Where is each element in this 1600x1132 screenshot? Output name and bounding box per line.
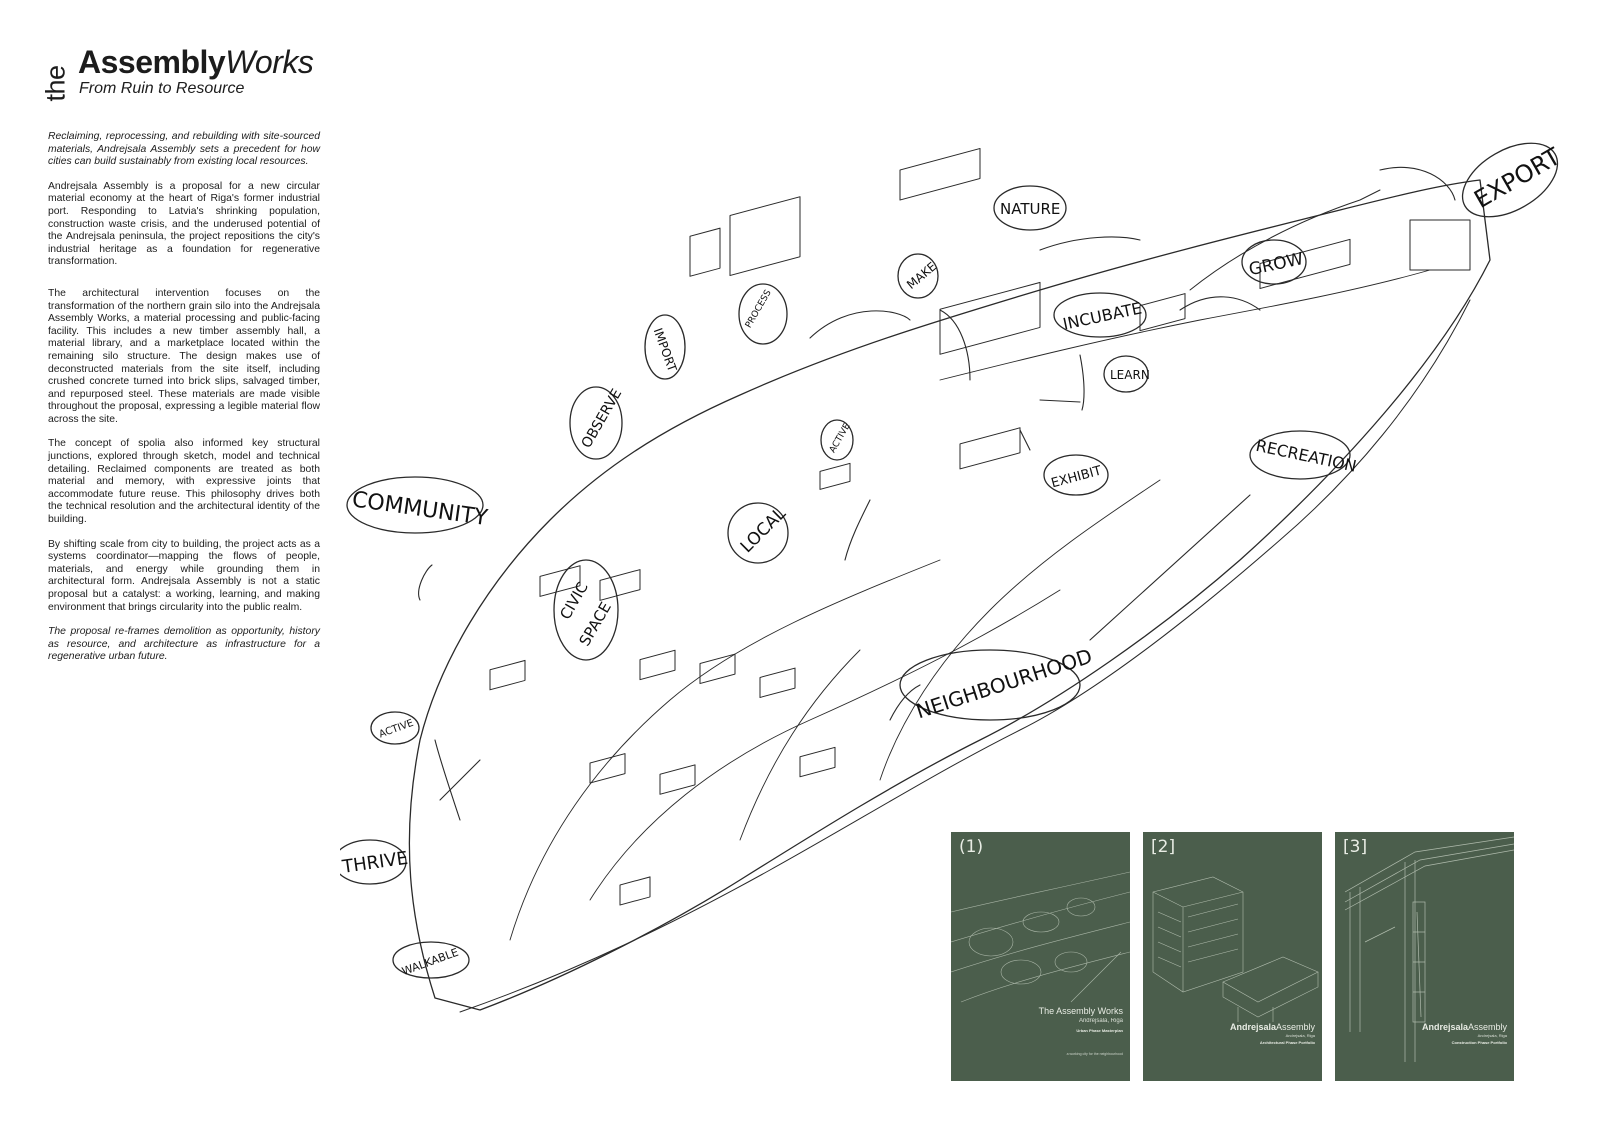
- label-walkable: WALKABLE: [400, 945, 461, 979]
- paragraph-1: Andrejsala Assembly is a proposal for a new circular material economy at the heart of Riga's former industrial port. Responding to Latvia's shrinking population, construction waste crisis, and the underused potential of the Andrejsala peninsula, the project repositions the city's industrial heritage as a foundation for regenerative transformation.: [48, 180, 320, 268]
- label-export: EXPORT: [1469, 142, 1566, 214]
- paragraph-2: The architectural intervention focuses on the transformation of the northern grain silo into the Andrejsala Assembly Works, a material processing and public-facing facility. This includes a new timber assembly hall, a material library, and a marketplace located within the remaining silo structure. The design makes use of deconstructed materials from the site itself, including crushed concrete turned into brick slips, salvaged timber, and repurposed steel. These materials are made visible throughout the proposal, expressing a legible material flow across the site.: [48, 287, 320, 425]
- label-community: COMMUNITY: [350, 487, 490, 532]
- intro-paragraph: Reclaiming, reprocessing, and rebuilding with site-sourced materials, Andrejsala Assembly sets a precedent for how cities can build sustainably from existing local resources.: [48, 131, 320, 168]
- cover-3-title-bold: Andrejsala: [1421, 1022, 1468, 1032]
- label-process: PROCESS: [743, 288, 774, 330]
- road-curve-3: [740, 650, 860, 840]
- page-subtitle: From Ruin to Resource: [79, 80, 245, 97]
- cover-3-number: [3]: [1343, 837, 1368, 857]
- label-active-top: ACTIVE: [827, 421, 853, 455]
- label-grow: GROW: [1247, 249, 1306, 281]
- cover-3-number-value: 3: [1349, 837, 1361, 857]
- title-bold: Assembly: [78, 44, 226, 80]
- paragraph-4: By shifting scale from city to building, the project acts as a systems coordinator—mapping the flows of people, materials, and energy while grounding them in architectural form. Andrejsala Assembly is not a static proposal but a catalyst: a working, learning, and making environment that brings circularity into the public realm.: [48, 538, 320, 613]
- label-observe: OBSERVE: [578, 386, 626, 452]
- label-incubate: INCUBATE: [1061, 298, 1144, 334]
- label-exhibit: EXHIBIT: [1049, 463, 1104, 492]
- label-civic: CIVIC: [556, 578, 592, 623]
- cover-2-phase: Architectural Phase Portfolio: [1259, 1040, 1315, 1045]
- cover-3-title: [1422, 1022, 1507, 1032]
- title-italic: Works: [225, 44, 314, 80]
- title-block: [40, 44, 366, 104]
- cover-2-number: [2]: [1151, 837, 1176, 857]
- cover-1-tagline: a working city for the neighbourhood: [1066, 1052, 1123, 1056]
- label-neighbourhood: NEIGHBOURHOOD: [913, 643, 1096, 724]
- label-space: SPACE: [575, 598, 615, 650]
- building-cluster: [490, 149, 1470, 905]
- pier-line: [1190, 190, 1380, 290]
- portfolio-cover-2[interactable]: [1143, 832, 1322, 1081]
- cover-3-title-rest: Assembly: [1467, 1022, 1507, 1032]
- title-prefix: the: [40, 65, 71, 102]
- closing-paragraph: The proposal re-frames demolition as opportunity, history as resource, and architecture as infrastructure for a regenerative urban future.: [48, 626, 320, 663]
- road-curve-5: [940, 270, 1430, 380]
- cover-2-title-rest: Assembly: [1275, 1022, 1315, 1032]
- label-make: MAKE: [904, 259, 940, 292]
- cover-1-number-value: 1: [965, 837, 977, 857]
- label-learn: LEARN: [1110, 368, 1150, 382]
- cover-1-sketch: [951, 832, 1130, 1081]
- portfolio-cover-1[interactable]: [951, 832, 1130, 1081]
- label-thrive: THRIVE: [341, 847, 410, 878]
- paragraph-3: The concept of spolia also informed key structural junctions, explored through sketch, model and technical detailing. Reclaimed components are treated as both material and memory, with expressive joints that accommodate future reuse. This philosophy drives both the technical resolution and the architectural identity of the building.: [48, 438, 320, 526]
- label-import: IMPORT: [650, 326, 680, 374]
- cover-1-title: The Assembly Works: [1038, 1006, 1123, 1016]
- cover-3-phase: Construction Phase Portfolio: [1451, 1040, 1507, 1045]
- page-title: [78, 44, 313, 81]
- cover-2-title-bold: Andrejsala: [1229, 1022, 1276, 1032]
- cover-2-title: [1230, 1022, 1315, 1032]
- cover-1-subtitle: Andrejsala, Riga: [1078, 1018, 1123, 1024]
- road-curve-4: [880, 480, 1160, 780]
- cover-1-number: (1): [959, 837, 984, 857]
- label-recreation: RECREATION: [1254, 435, 1359, 476]
- cover-2-number-value: 2: [1157, 837, 1169, 857]
- label-nature: NATURE: [1000, 200, 1061, 218]
- cover-3-subtitle: Andrejsala, Riga: [1477, 1033, 1507, 1038]
- label-local: LOCAL: [736, 503, 790, 558]
- description-column: [48, 131, 320, 676]
- label-active-left: ACTIVE: [377, 717, 416, 741]
- portfolio-cover-3[interactable]: [1335, 832, 1514, 1081]
- cover-2-subtitle: Andrejsala, Riga: [1285, 1033, 1315, 1038]
- cover-1-phase: Urban Phase Masterplan: [1076, 1028, 1123, 1033]
